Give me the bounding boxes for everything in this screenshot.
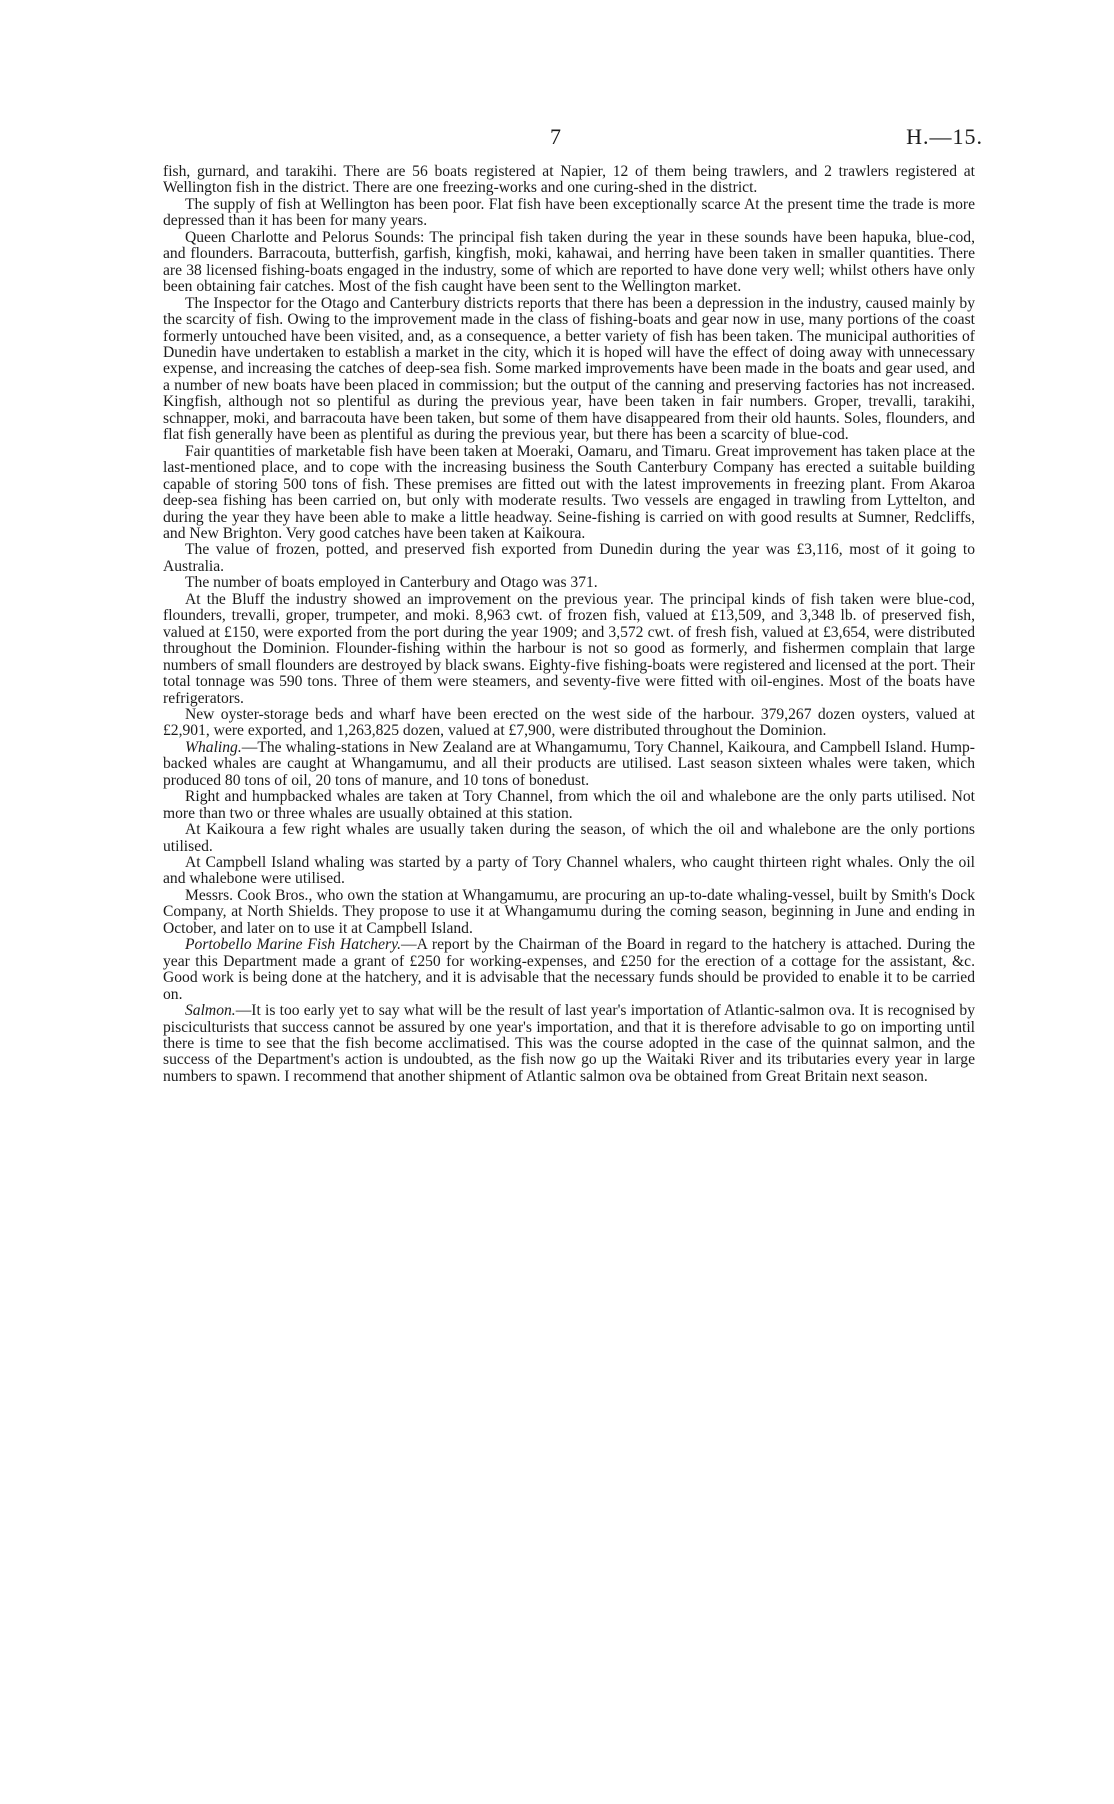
- section-heading: Salmon.: [185, 1002, 236, 1020]
- paragraph: At Kaikoura a few right whales are usually taken during the season, of which the oil and whalebone are the only portions utilised.: [163, 821, 975, 855]
- body-text: [163, 164, 975, 1085]
- paragraph: fish, gurnard, and tarakihi. There are 56 boats registered at Napier, 12 of them being trawlers, and 2 trawlers registered at Wellington fish in the district. There are one freezing-works and one curing-shed in the district.: [163, 163, 975, 197]
- paragraph: At the Bluff the industry showed an improvement on the previous year. The principal kinds of fish taken were blue-cod, flounders, trevalli, groper, trumpeter, and moki. 8,963 cwt. of frozen fish, valued at £13,509, and 3,348 lb. of preserved fish, valued at £150, were exported from the port during the year 1909; and 3,572 cwt. of fresh fish, valued at £3,654, were distributed throughout the Dominion. Flounder-fishing within the harbour is not so good as formerly, and fishermen complain that large numbers of small flounders are destroyed by black swans. Eighty-five fishing-boats were registered and licensed at the port. Their total tonnage was 590 tons. Three of them were steamers, and seventy-five were fitted with oil-engines. Most of the boats have refrigerators.: [163, 590, 975, 707]
- paragraph: The supply of fish at Wellington has been poor. Flat fish have been exceptionally scarce At the present time the trade is more depressed than it has been for many years.: [163, 195, 975, 230]
- paragraph: The Inspector for the Otago and Canterbury districts reports that there has been a depression in the industry, caused mainly by the scarcity of fish. Owing to the improvement made in the class of fishing-boats and gear now in use, many portions of the coast formerly untouched have been visited, and, as a consequence, a better variety of fish has been taken. The municipal authorities of Dunedin have undertaken to establish a market in the city, which it is hoped will have the effect of doing away with unnecessary expense, and increasing the catches of deep-sea fish. Some marked improvements have been made in the boats and gear used, and a number of new boats have been placed in commission; but the output of the canning and preserving factories has not increased. Kingfish, although not so plentiful as during the previous year, have been taken in fair numbers. Groper, trevalli, tarakihi, schnapper, moki, and barracouta have been taken, but some of them have disappeared from their old haunts. Soles, flounders, and flat fish generally have been as plentiful as during the previous year, but there has been a scarcity of blue-cod.: [163, 294, 975, 444]
- paragraph: Fair quantities of marketable fish have been taken at Moeraki, Oamaru, and Timaru. Great improvement has taken place at the last-mentioned place, and to cope with the increasing business the South Canterbury Company has erected a suitable building capable of storing 500 tons of fish. These premises are fitted out with the latest improvements in freezing plant. From Akaroa deep-sea fishing has been carried on, but only with moderate results. Two vessels are engaged in trawling from Lyttelton, and during the year they have been able to make a little headway. Seine-fishing is carried on with good results at Sumner, Redcliffs, and New Brighton. Very good catches have been taken at Kaikoura.: [163, 442, 975, 542]
- salmon-paragraph: Salmon.—It is too early yet to say what will be the result of last year's importation of Atlantic-salmon ova. It is recognised by pisciculturists that success cannot be assured by one year's importation, and that it is therefore advisable to go on importing until there is time to see that the fish become acclimatised. This was the course adopted in the case of the quinnat salmon, and the success of the Department's action is undoubted, as the fish now go up the Waitaki River and its tributaries every year in large numbers to spawn. I recommend that another shipment of Atlantic salmon ova be obtained from Great Britain next season.: [163, 1002, 975, 1085]
- paragraph: New oyster-storage beds and wharf have been erected on the west side of the harbour. 379,267 dozen oysters, valued at £2,901, were exported, and 1,263,825 dozen, valued at £7,900, were distributed throughout the Dominion.: [163, 705, 975, 740]
- page-number: 7: [550, 124, 561, 149]
- hatchery-paragraph: Portobello Marine Fish Hatchery.—A report by the Chairman of the Board in regard to the hatchery is attached. During the year this Department made a grant of £250 for working-expenses, and £250 for the erection of a cottage for the assistant, &c. Good work is being done at the hatchery, and it is advisable that the necessary funds should be provided to enable it to be carried on.: [163, 936, 975, 1003]
- whaling-paragraph: Whaling.—The whaling-stations in New Zealand are at Whangamumu, Tory Channel, Kaikoura, and Campbell Island. Hump-backed whales are caught at Whangamumu, and all their products are utilised. Last season sixteen whales were taken, which produced 80 tons of oil, 20 tons of manure, and 10 tons of bonedust.: [163, 738, 975, 789]
- section-heading: Whaling.: [185, 738, 242, 756]
- document-reference: H.—15.: [906, 124, 983, 149]
- page-header: [0, 124, 1114, 154]
- paragraph: Right and humpbacked whales are taken at Tory Channel, from which the oil and whalebone are the only parts utilised. Not more than two or three whales are usually obtained at this station.: [163, 788, 975, 822]
- paragraph: The value of frozen, potted, and preserved fish exported from Dunedin during the year was £3,116, most of it going to Australia.: [163, 541, 975, 575]
- paragraph: Queen Charlotte and Pelorus Sounds: The principal fish taken during the year in these sounds have been hapuka, blue-cod, and flounders. Barracouta, butterfish, garfish, kingfish, moki, kahawai, and herring have been taken in smaller quantities. There are 38 licensed fishing-boats engaged in the industry, some of which are reported to have done very well; whilst others have only been obtaining fair catches. Most of the fish caught have been sent to the Wellington market.: [163, 228, 975, 296]
- section-heading: Portobello Marine Fish Hatchery.: [185, 936, 402, 954]
- paragraph: Messrs. Cook Bros., who own the station at Whangamumu, are procuring an up-to-date whaling-vessel, built by Smith's Dock Company, at North Shields. They propose to use it at Whangamumu during the coming season, beginning in June and ending in October, and later on to use it at Campbell Island.: [163, 886, 975, 937]
- paragraph: At Campbell Island whaling was started by a party of Tory Channel whalers, who caught thirteen right whales. Only the oil and whalebone were utilised.: [163, 854, 975, 888]
- paragraph: The number of boats employed in Canterbury and Otago was 371.: [185, 574, 598, 592]
